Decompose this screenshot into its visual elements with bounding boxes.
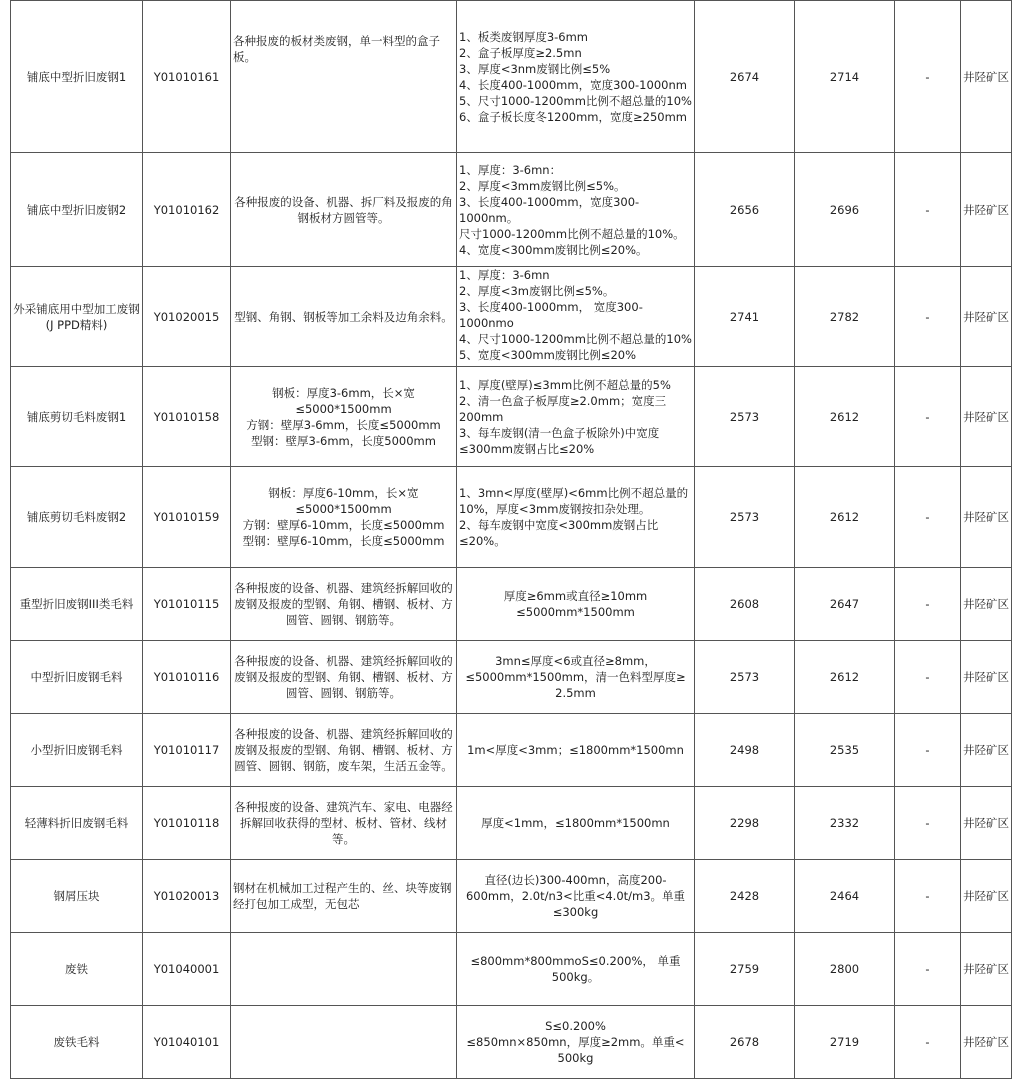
area: 井陉矿区: [961, 933, 1012, 1006]
specification: [457, 933, 695, 1006]
price-1: 2573: [695, 367, 795, 467]
specification-text: S≤0.200% ≤850mn×850mn，厚度≥2mm。单重< 500kg: [466, 1019, 685, 1065]
material-description: 各种报废的板材类废钢，单一料型的盒子板。: [231, 1, 457, 153]
specification-text: 1、厚度：3-6mn 2、厚度<3m废钢比例≤5%。 3、长度400-1000mm， 宽度300-1000nmo 4、尺寸1000-1200mm比例不超总量的10% 5、宽度<300mm废钢比例≤20%: [459, 267, 692, 362]
table-row: [11, 568, 1012, 641]
price-2: 2535: [795, 714, 895, 787]
specification: [457, 153, 695, 267]
dash-cell: -: [895, 153, 961, 267]
area: 井陉矿区: [961, 153, 1012, 267]
material-code: Y01010159: [143, 467, 231, 568]
material-description: 型钢、角钢、钢板等加工余料及边角余料。: [231, 267, 457, 367]
price-2: 2464: [795, 860, 895, 933]
specification-text: 1、板类废钢厚度3-6mm 2、盒子板厚度≥2.5mn 3、厚度<3nm废钢比例≤5% 4、长度400-1000mm，宽度300-1000nm 5、尺寸1000-1200mm比例不超总量的10% 6、盒子板长度冬1200mm，宽度≥250mm: [459, 29, 692, 124]
specification: [457, 787, 695, 860]
table-row: [11, 267, 1012, 367]
price-1: 2573: [695, 641, 795, 714]
dash-cell: -: [895, 467, 961, 568]
table-row: [11, 787, 1012, 860]
area: 井陉矿区: [961, 860, 1012, 933]
specification: [457, 267, 695, 367]
material-name: 铺底剪切毛料废钢1: [11, 367, 143, 467]
area: 井陉矿区: [961, 1006, 1012, 1079]
material-description: 钢材在机械加工过程产生的、丝、块等废钢经打包加工成型，无包芯: [231, 860, 457, 933]
price-1: 2573: [695, 467, 795, 568]
specification-text: ≤800mm*800mmoS≤0.200%， 单重 500kg。: [470, 954, 681, 984]
material-description: 各种报废的设备、机器、建筑经拆解回收的废钢及报废的型钢、角钢、槽钢、板材、方圆管、圆钢、钢筋等。: [231, 641, 457, 714]
material-description: 钢板：厚度3-6mm，长×宽≤5000*1500mm 方钢：壁厚3-6mm，长度≤5000mm 型钢：壁厚3-6mm，长度5000mm: [231, 367, 457, 467]
table-row: [11, 1, 1012, 153]
dash-cell: -: [895, 787, 961, 860]
specification: [457, 568, 695, 641]
price-1: 2656: [695, 153, 795, 267]
price-1: 2674: [695, 1, 795, 153]
material-code: Y01010158: [143, 367, 231, 467]
area: 井陉矿区: [961, 568, 1012, 641]
table-row: [11, 860, 1012, 933]
material-code: Y01010115: [143, 568, 231, 641]
material-name: 铺底中型折旧废钢1: [11, 1, 143, 153]
area: 井陉矿区: [961, 1, 1012, 153]
material-name: 重型折旧废钢III类毛料: [11, 568, 143, 641]
material-name: 铺底剪切毛料废钢2: [11, 467, 143, 568]
table-row: [11, 153, 1012, 267]
dash-cell: -: [895, 860, 961, 933]
material-description: 各种报废的设备、机器、建筑经拆解回收的废钢及报废的型钢、角钢、槽钢、板材、方圆管、圆钢、钢筋等。: [231, 568, 457, 641]
specification: [457, 1006, 695, 1079]
material-description: 钢板：厚度6-10mm，长×宽≤5000*1500mm 方钢：壁厚6-10mm，长度≤5000mm 型钢：壁厚6-10mm，长度≤5000mm: [231, 467, 457, 568]
material-code: Y01040001: [143, 933, 231, 1006]
specification: [457, 860, 695, 933]
material-description: 各种报废的设备、机器、拆厂料及报废的角钢板材方圆管等。: [231, 153, 457, 267]
price-2: 2612: [795, 367, 895, 467]
area: 井陉矿区: [961, 267, 1012, 367]
specification-text: 1、3mn<厚度(壁厚)<6mm比例不超总量的10%，厚度<3mm废钢按扣杂处理。 2、每车废钢中宽度<300mm废钢占比≤20%。: [459, 486, 689, 548]
dash-cell: -: [895, 641, 961, 714]
dash-cell: -: [895, 267, 961, 367]
material-name: 外采铺底用中型加工废钢 (J PPD精料): [11, 267, 143, 367]
material-name: 废铁: [11, 933, 143, 1006]
specification: [457, 641, 695, 714]
table-row: [11, 1006, 1012, 1079]
dash-cell: -: [895, 714, 961, 787]
area: 井陉矿区: [961, 467, 1012, 568]
specification-text: 厚度<1mm，≤1800mm*1500mn: [481, 816, 670, 830]
dash-cell: -: [895, 933, 961, 1006]
specification: [457, 367, 695, 467]
material-name: 轻薄料折旧废钢毛料: [11, 787, 143, 860]
specification-text: 3mn≤厚度<6或直径≥8mm， ≤5000mm*1500mm，清一色料型厚度≥ 2.5mm: [465, 654, 686, 700]
material-description: 各种报废的设备、建筑汽车、家电、电器经拆解回收获得的型材、板材、管材、线材等。: [231, 787, 457, 860]
material-code: Y01020013: [143, 860, 231, 933]
price-2: 2714: [795, 1, 895, 153]
area: 井陉矿区: [961, 787, 1012, 860]
table-row: [11, 467, 1012, 568]
dash-cell: -: [895, 1006, 961, 1079]
specification: [457, 714, 695, 787]
price-1: 2741: [695, 267, 795, 367]
table-row: [11, 641, 1012, 714]
price-1: 2608: [695, 568, 795, 641]
specification-text: 1m<厚度<3mm；≤1800mm*1500mn: [467, 743, 684, 757]
material-name: 废铁毛料: [11, 1006, 143, 1079]
specification: [457, 467, 695, 568]
dash-cell: -: [895, 1, 961, 153]
material-code: Y01010118: [143, 787, 231, 860]
material-code: Y01040101: [143, 1006, 231, 1079]
material-description: [231, 1006, 457, 1079]
price-2: 2782: [795, 267, 895, 367]
price-2: 2696: [795, 153, 895, 267]
material-name: 钢屑压块: [11, 860, 143, 933]
material-code: Y01020015: [143, 267, 231, 367]
price-2: 2612: [795, 641, 895, 714]
price-1: 2759: [695, 933, 795, 1006]
area: 井陉矿区: [961, 714, 1012, 787]
table-row: [11, 933, 1012, 1006]
material-name: 小型折旧废钢毛料: [11, 714, 143, 787]
material-code: Y01010162: [143, 153, 231, 267]
material-name: 中型折旧废钢毛料: [11, 641, 143, 714]
dash-cell: -: [895, 568, 961, 641]
dash-cell: -: [895, 367, 961, 467]
price-2: 2800: [795, 933, 895, 1006]
material-code: Y01010117: [143, 714, 231, 787]
specification: [457, 1, 695, 153]
scrap-steel-price-table: [10, 0, 1012, 1079]
table-row: [11, 367, 1012, 467]
price-2: 2612: [795, 467, 895, 568]
price-2: 2647: [795, 568, 895, 641]
specification-text: 直径(边长)300-400mn，高度200-600mm，2.0t/n3<比重<4.0t/m3。单重≤300kg: [465, 873, 686, 919]
area: 井陉矿区: [961, 641, 1012, 714]
price-1: 2298: [695, 787, 795, 860]
price-2: 2332: [795, 787, 895, 860]
price-1: 2498: [695, 714, 795, 787]
price-1: 2428: [695, 860, 795, 933]
specification-text: 1、厚度(壁厚)≤3mm比例不超总量的5% 2、清一色盒子板厚度≥2.0mm；宽度三200mm 3、每车废钢(清一色盒子板除外)中宽度≤300mm废钢占比≤20%: [459, 377, 671, 456]
area: 井陉矿区: [961, 367, 1012, 467]
material-description: [231, 933, 457, 1006]
material-description: 各种报废的设备、机器、建筑经拆解回收的废钢及报废的型钢、角钢、槽钢、板材、方圆管、圆钢、钢筋，废车架，生活五金等。: [231, 714, 457, 787]
material-code: Y01010116: [143, 641, 231, 714]
material-code: Y01010161: [143, 1, 231, 153]
table-body: [11, 1, 1012, 1079]
table-row: [11, 714, 1012, 787]
price-2: 2719: [795, 1006, 895, 1079]
specification-text: 1、厚度：3-6mn： 2、厚度<3mm废钢比例≤5%。 3、长度400-1000mm，宽度300-1000nm。 尺寸1000-1200mm比例不超总量的10%。 4、宽度<300mm废钢比例≤20%。: [459, 162, 685, 257]
price-1: 2678: [695, 1006, 795, 1079]
specification-text: 厚度≥6mm或直径≥10mm ≤5000mm*1500mm: [503, 589, 648, 619]
material-name: 铺底中型折旧废钢2: [11, 153, 143, 267]
